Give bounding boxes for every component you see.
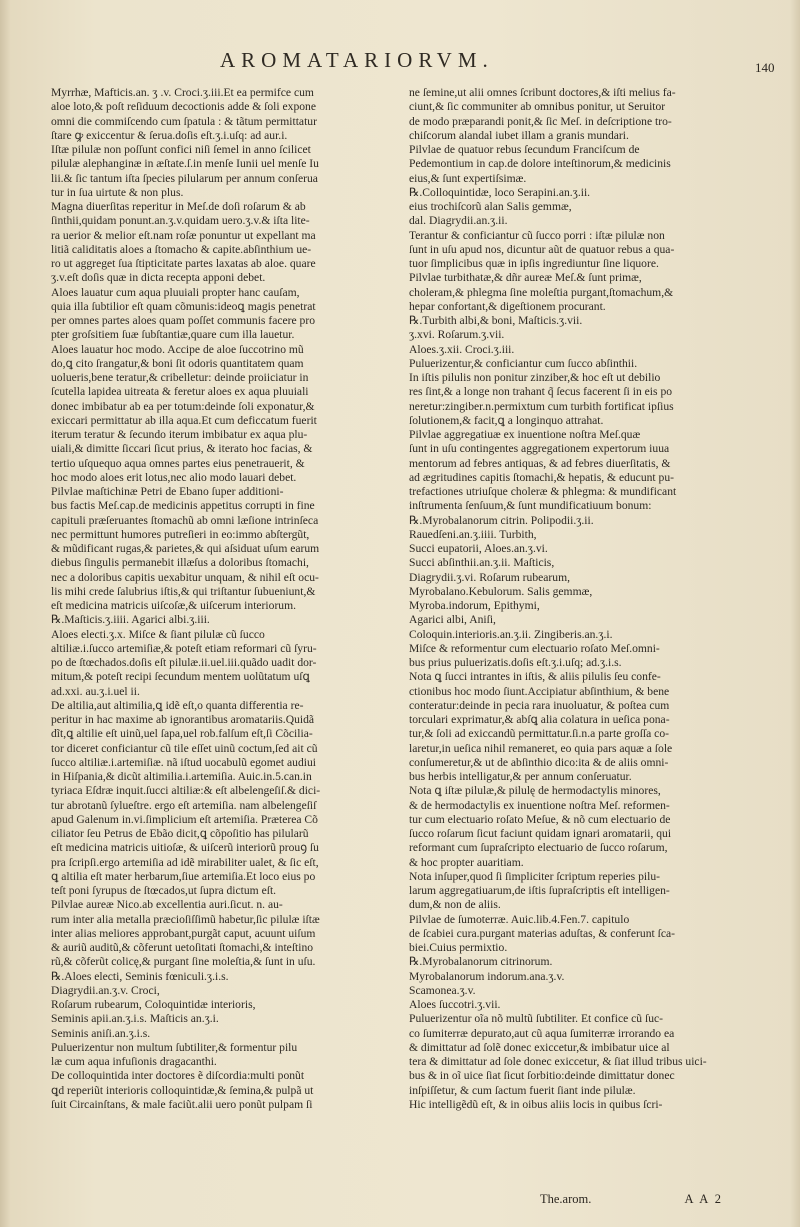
text-line: Pedemontium in cap.de dolore inteſtinorum,& medicinis xyxy=(409,157,671,171)
text-line: Pilvlae maſtichinæ Petri de Ebano ſuper additioni- xyxy=(51,485,284,498)
text-line: bus & in oĩ uice ſiat ſicut ſorbitio:deinde dimittatur donec xyxy=(409,1069,675,1083)
text-line: teſt poni ſyrupus de ſtœcados,ut ſupra dictum eſt. xyxy=(51,884,277,897)
text-line: nec a doloribus capitis uexabitur unquam, & nihil eſt ocu- xyxy=(51,570,319,584)
text-line: ctionibus hoc modo ſiunt.Accipiatur abſinthium, & bene xyxy=(409,684,670,698)
text-line: & de hermodactylis ex inuentione noſtra Meſ. reformen- xyxy=(409,798,670,812)
text-line: in Hiſpania,& dicũt altimilia.i.artemiſia. Auic.in.5.can.in xyxy=(51,770,312,783)
text-line: Succi abſinthii.an.ʒ.ii. Maſticis, xyxy=(409,556,555,570)
text-line: ʒ.v.eſt doſis quæ in dicta recepta apponi debet. xyxy=(51,271,266,285)
page-number: 140 xyxy=(755,60,775,75)
text-line: exiccari permittatur ab illa aqua.Et cum deficcatum fuerit xyxy=(51,413,317,427)
text-line: neretur:zingiber.n.permixtum cum turbith fortificat ipſius xyxy=(409,399,674,413)
text-line: tor diceret conficiantur cũ tile eſſet uinũ coctum,ſed ait cũ xyxy=(51,741,318,755)
text-line: Seminis aniſi.an.ʒ.i.s. xyxy=(51,1026,151,1040)
text-line: Puluerizentur oĩa nõ multũ ſubtiliter. Et confice cũ ſuc- xyxy=(409,1012,664,1026)
text-line: bus prius puluerizatis.doſis eſt.ʒ.i.uſq; ad.ʒ.i.s. xyxy=(409,656,622,669)
text-line: conteratur:deinde in pecia rara inuoluatur, & poſtea cum xyxy=(409,698,670,712)
text-line: uolueris,bene teratur,& cribelletur: deinde proiiciatur in xyxy=(51,371,309,384)
text-line: mitum,& poteſt recipi ſecundum mentem uolũtatum uſꝗ xyxy=(51,670,310,684)
text-line: de modo præparandi ponit,& ſic Meſ. in deſcriptione tro- xyxy=(409,114,672,128)
text-line: tertio uſquequo aqua omnes partes eius penetrauerit, & xyxy=(51,456,305,470)
page-edge-right xyxy=(790,0,800,1227)
right-text-column xyxy=(409,86,771,1112)
text-line: Aloes.ʒ.xii. Croci.ʒ.iii. xyxy=(409,342,515,356)
text-line: diebus ſingulis permanebit illæſus a doloribus ſtomachi, xyxy=(51,556,309,570)
text-line: Pilvlae turbithatæ,& dñr aureæ Meſ.& ſunt primæ, xyxy=(409,271,642,285)
text-line: Diagrydii.an.ʒ.v. Croci, xyxy=(51,983,160,997)
text-line: res ſint,& a longe non trahant q̃ ſecus facerent ſi in eis po xyxy=(409,385,673,399)
text-line: aloe loto,& poſt reſiduum decoctionis adde & ſoli expone xyxy=(51,100,316,114)
text-line: pilulæ alephanginæ in æſtate.ſ.in menſe Iunii uel menſe Iu xyxy=(51,157,319,171)
text-line: Aloes ſuccotri.ʒ.vii. xyxy=(409,998,501,1011)
text-line: Myrobalano.Kebulorum. Salis gemmæ, xyxy=(409,584,593,598)
text-line: Myroba.indorum, Epithymi, xyxy=(409,599,540,612)
text-line: ℞.Myrobalanorum citrin. Polipodii.ʒ.ii. xyxy=(409,513,594,527)
text-line: Miſce & reformentur cum electuario roſato Meſ.omni- xyxy=(409,641,660,655)
text-line: Nota inſuper,quod ſi ſimpliciter ſcriptum reperies pilu- xyxy=(409,869,660,883)
text-line: ad.xxi. au.ʒ.i.uel ii. xyxy=(51,684,140,698)
text-line: tur,& ſoli ad exiccandũ permittatur.ſi.n.a parte groſſa co- xyxy=(409,727,669,741)
text-line: capituli præſeruantes ſtomachũ ab omni læſione intrinſeca xyxy=(51,513,319,527)
text-line: bus herbis intelligatur,& per annum conſeruatur. xyxy=(409,770,632,783)
text-line: lis mihi crede ſalubrius iſtis,& qui triſtantur ſubueniunt,& xyxy=(51,584,316,598)
text-line: Pilvlae aggregatiuæ ex inuentione noſtra Meſ.quæ xyxy=(409,428,641,441)
text-line: per omnes partes aloes quam poſſet communis facere pro xyxy=(51,314,315,327)
text-line: quia illa ſubtilior eſt quam cõmunis:ideoꝗ magis penetrat xyxy=(51,299,316,313)
text-line: Myrrhæ, Mafticis.an. ʒ .v. Croci.ʒ.iii.Et ea permifce cum xyxy=(51,86,314,99)
text-line: ℞.Aloes electi, Seminis fœniculi.ʒ.i.s. xyxy=(51,969,229,983)
text-line: de ſcabiei cura.purgant materias aduſtas, & conferunt ſca- xyxy=(409,926,676,940)
text-line: ciunt,& ſic communiter ab omnibus ponitur, ut Seruitor xyxy=(409,100,666,114)
signature-mark: A A 2 xyxy=(684,1192,723,1206)
text-line: reformant cum ſupraſcripto electuario de ſucco roſarum, xyxy=(409,841,668,855)
text-line: ſunt in uſu contingentes aggregationem expertorum iuua xyxy=(409,442,670,456)
text-line: ro ut aggreget ſua ſtipticitate partes laxatas ab aloe. quare xyxy=(51,257,316,270)
text-line: inter alias meliores approbant,purgãt caput, acuunt uiſum xyxy=(51,926,316,940)
text-line: Seminis apii.an.ʒ.i.s. Maſticis an.ʒ.i. xyxy=(51,1012,219,1026)
text-line: læ cum aqua infuſionis dragacanthi. xyxy=(51,1055,217,1068)
text-line: ſcutella lapidea uitreata & feretur aloes ex aqua pluuiali xyxy=(51,385,309,399)
page-edge-left xyxy=(0,0,10,1227)
text-line: ne ſemine,ut alii omnes ſcribunt doctores,& iſti melius fa- xyxy=(409,86,676,99)
text-line: tyriaca Eſdræ inquit.ſucci altiliæ:& eſt albelengeſiſ.& dici- xyxy=(51,784,321,798)
text-line: ſuit Circainſtans, & male faciũt.alii uero ponũt pulpam ſi xyxy=(51,1097,313,1111)
text-line: ad ægritudines capitis ſtomachi,& hepatis, & educunt pu- xyxy=(409,470,674,484)
text-line: ʒ.xvi. Roſarum.ʒ.vii. xyxy=(409,328,505,342)
text-line: iterum teratur & ſecundo iterum imbibatur ex aqua plu- xyxy=(51,428,308,441)
text-line: Aloes electi.ʒ.x. Miſce & ſiant pilulæ cũ ſucco xyxy=(51,627,265,641)
text-line: biei.Cuius permixtio. xyxy=(409,941,508,954)
text-line: & mũdificant rugas,& parietes,& qui aſsiduat uſum earum xyxy=(51,542,320,555)
text-line: dum,& non de aliis. xyxy=(409,898,501,912)
text-line: & auriũ auditũ,& cõferunt uetoſitati ſtomachi,& inteſtino xyxy=(51,941,314,954)
text-line: In iſtis pilulis non ponitur zinziber,& hoc eſt ut debilio xyxy=(409,371,661,384)
text-line: rum inter alia metalla præcioſiſſimũ habetur,ſic pilulæ iſtæ xyxy=(51,912,320,926)
catchword: The.arom. xyxy=(540,1192,592,1206)
text-line: ciliator ſeu Petrus de Ebão dicit,ꝗ cõpoſitio has pilularũ xyxy=(51,827,309,840)
text-line: nec permittunt humores putreſieri in eo:immo abſtergũt, xyxy=(51,527,310,541)
text-line: Puluerizentur,& conficiantur cum ſucco abſinthii. xyxy=(409,356,638,370)
text-line: Pilvlae de ſumoterræ. Auic.lib.4.Fen.7. capitulo xyxy=(409,912,630,926)
text-line: Scamonea.ʒ.v. xyxy=(409,983,476,997)
text-line: eius trochiſcorũ alan Salis gemmæ, xyxy=(409,200,572,213)
text-line: Coloquin.interioris.an.ʒ.ii. Zingiberis.an.ʒ.i. xyxy=(409,627,613,641)
text-line: lii.& ſic tantum iſta ſpecies pilularum per annum conſerua xyxy=(51,171,318,185)
text-line: eſt medicina matricis uiſcoſæ,& uiſcerum interiorum. xyxy=(51,599,297,612)
text-line: ſolutionem,& facit,ꝗ a longinquo attrahat. xyxy=(409,413,604,427)
text-line: co ſumiterræ depurato,aut cũ aqua ſumiterræ irrorando ea xyxy=(409,1026,675,1040)
text-line: Rauedſeni.an.ʒ.iiii. Turbith, xyxy=(409,527,537,541)
text-line: Succi eupatorii, Aloes.an.ʒ.vi. xyxy=(409,542,548,555)
text-line: inſtrumenta ſenſuum,& ſunt mundificatiuum bonum: xyxy=(409,499,652,513)
text-line: De colloquintida inter doctores ẽ diſcordia:multi ponũt xyxy=(51,1069,305,1083)
text-line: choleram,& phlegma ſine moleſtia purgant,ſtomachum,& xyxy=(409,285,674,299)
text-line: larum aggregatiuarum,de iſtis ſupraſcriptis eſt intelligen- xyxy=(409,884,670,897)
text-line: De altilia,aut altimilia,ꝗ idẽ eſt,o quanta differentia re- xyxy=(51,698,304,712)
text-line: laretur,in ueſica nihil remaneret, eo quia pars aquæ a ſole xyxy=(409,741,673,755)
text-line: tera & dimittatur ad ſole donec exiccetur, & ſiat illud tribus uici- xyxy=(409,1055,707,1068)
text-line: trefactiones utriuſque choleræ & phlegma: & mundificant xyxy=(409,485,677,498)
text-line: Roſarum rubearum, Coloquintidæ interioris, xyxy=(51,998,256,1011)
text-line: ſinthii,quidam ponunt.an.ʒ.v.quidam uero.ʒ.v.& iſta lite- xyxy=(51,214,310,228)
text-line: Myrobalanorum indorum.ana.ʒ.v. xyxy=(409,969,565,983)
text-line: eſt medicina matricis uitioſæ, & uiſcerũ interiorũ prouꝯ ſu xyxy=(51,841,319,855)
text-line: Pilvlae aureæ Nico.ab excellentia auri.ſicut. n. au- xyxy=(51,898,283,912)
text-line: hepar confortant,& digeſtionem procurant. xyxy=(409,299,606,313)
text-line: dĩt,ꝗ altilie eſt uinũ,uel ſapa,uel rob.falſum eſt,ſi Cõcilia- xyxy=(51,727,313,741)
text-line: mentorum ad febres antiquas, & ad febres diuerſitatis, & xyxy=(409,456,671,470)
text-line: Iſtæ pilulæ non poſſunt confici niſi ſemel in anno ſcilicet xyxy=(51,143,311,156)
text-line: Nota ꝗ iſtæ pilulæ,& pilulę de hermodactylis minores, xyxy=(409,784,661,798)
text-line: Agarici albi, Aniſi, xyxy=(409,613,496,627)
text-line: & hoc propter auaritiam. xyxy=(409,855,524,869)
text-line: tur in ſua uirtute & non plus. xyxy=(51,185,184,199)
text-line: ℞.Colloquintidæ, loco Serapini.an.ʒ.ii. xyxy=(409,185,591,199)
text-line: pra ſcripſi.ergo artemiſia ad idẽ mirabiliter ualet, & ſic eſt, xyxy=(51,855,319,869)
text-line: ℞.Myrobalanorum citrinorum. xyxy=(409,955,553,969)
text-line: ſucco roſarum ſicut faciunt quidam ignari aromatarii, qui xyxy=(409,827,672,840)
text-line: ℞.Maſticis.ʒ.iiii. Agarici albi.ʒ.iii. xyxy=(51,613,210,627)
text-line: conſumeretur,& ut de abſinthio dico:ita & de aliis omni- xyxy=(409,755,669,769)
text-line: ſucco altiliæ.i.artemiſiæ. nã iſtud uocabulũ egomet audiui xyxy=(51,755,316,769)
text-line: Hic intelligẽdũ eſt, & in oibus aliis locis in quibus ſcri- xyxy=(409,1097,663,1111)
text-line: ſtare ꝙ exiccentur & ſerua.doſis eſt.ʒ.i.uſq: ad aur.i. xyxy=(51,128,288,142)
text-line: do,ꝗ cito ſrangatur,& boni ſit odoris quantitatem quam xyxy=(51,356,304,370)
text-line: Magna diuerſitas reperitur in Meſ.de doſi roſarum & ab xyxy=(51,200,306,213)
text-line: bus factis Meſ.cap.de medicinis appetitus corrupti in fine xyxy=(51,499,315,513)
text-line: ℞.Turbith albi,& boni, Maſticis.ʒ.vii. xyxy=(409,314,583,327)
text-line: ꝗd reperiũt interioris colloquintidæ,& ſemina,& pulpã ut xyxy=(51,1083,314,1097)
text-line: Puluerizentur non multum ſubtiliter,& formentur pilu xyxy=(51,1040,298,1054)
text-line: rũ,& cõferũt colicę,& purgant ſine moleſtia,& ſunt in uſu. xyxy=(51,955,316,969)
text-line: pter groſsitiem ſuæ ſubſtantiæ,quare cum illa lauetur. xyxy=(51,328,295,342)
text-line: Diagrydii.ʒ.vi. Roſarum rubearum, xyxy=(409,570,570,584)
text-line: Terantur & conficiantur cũ ſucco porri : iſtæ pilulæ non xyxy=(409,228,665,242)
text-line: apud Galenum in.vi.ſimplicium eſt artemiſia. Præterea Cõ xyxy=(51,812,318,826)
text-line: uiali,& dimitte ſiccari ſicut prius, & iterato hoc facias, & xyxy=(51,442,313,456)
text-line: Pilvlae de quatuor rebus ſecundum Franciſcum de xyxy=(409,143,640,156)
text-line: dal. Diagrydii.an.ʒ.ii. xyxy=(409,214,508,228)
text-line: inſpiſſetur, & cum ſactum fuerit ſiant inde pilulæ. xyxy=(409,1083,636,1097)
page-header xyxy=(0,40,800,80)
page-footer xyxy=(540,1192,723,1207)
text-line: torculari exprimatur,& abſꝗ alia colatura in ueſica pona- xyxy=(409,713,670,726)
text-line: & dimittatur ad ſolẽ donec exiccetur,& imbibatur uice al xyxy=(409,1040,670,1054)
text-line: omni die commiſcendo cum ſpatula : & tãtum permittatur xyxy=(51,114,317,128)
text-line: Aloes lauatur cum aqua pluuiali propter hanc cauſam, xyxy=(51,285,300,299)
text-line: ra uerior & melior eſt.nam roſæ ponuntur ut expellant ma xyxy=(51,228,316,242)
text-line: po de ſtœchados.doſis eſt pilulæ.ii.uel.iii.quãdo uadit dor- xyxy=(51,656,317,669)
text-line: Aloes lauatur hoc modo. Accipe de aloe ſuccotrino mũ xyxy=(51,342,304,356)
text-line: altiliæ.i.ſucco artemiſiæ,& poteſt etiam reformari cũ ſyru- xyxy=(51,641,317,655)
text-line: Nota ꝗ ſucci intrantes in iſtis, & aliis pilulis ſeu confe- xyxy=(409,670,661,684)
text-line: peritur in hac maxime ab ignorantibus aromatariis.Quidã xyxy=(51,713,315,726)
text-line: hoc modo aloes erit lotus,nec alio modo lauari debet. xyxy=(51,470,297,484)
text-line: eius,& ſunt expertiſsimæ. xyxy=(409,171,527,185)
text-line: tuor ſimplicibus quæ in ipſis ingrediuntur ſine liquore. xyxy=(409,257,659,270)
left-text-column xyxy=(51,86,409,1112)
text-line: ſunt in uſu apud nos, dicuntur aũt de quatuor rebus a qua- xyxy=(409,242,675,256)
text-line: donec imbibatur ab ea per totum:deinde ſoli exponatur,& xyxy=(51,399,315,413)
text-line: ꝗ altilia eſt mater herbarum,ſiue artemiſia.Et loco eius po xyxy=(51,869,316,883)
text-line: tur abrotanũ ſylueſtre. ergo eſt artemiſia. nam albelengeſiſ xyxy=(51,798,317,812)
running-title: AROMATARIORVM. xyxy=(220,48,494,72)
text-line: chiſcorum alandal iubet illam a granis mundari. xyxy=(409,128,629,142)
text-line: litiã caliditatis aloes a ſtomacho & capite.abſinthium ue- xyxy=(51,242,312,256)
text-line: tur cum electuario roſato Meſue, & nõ cum electuario de xyxy=(409,812,671,826)
